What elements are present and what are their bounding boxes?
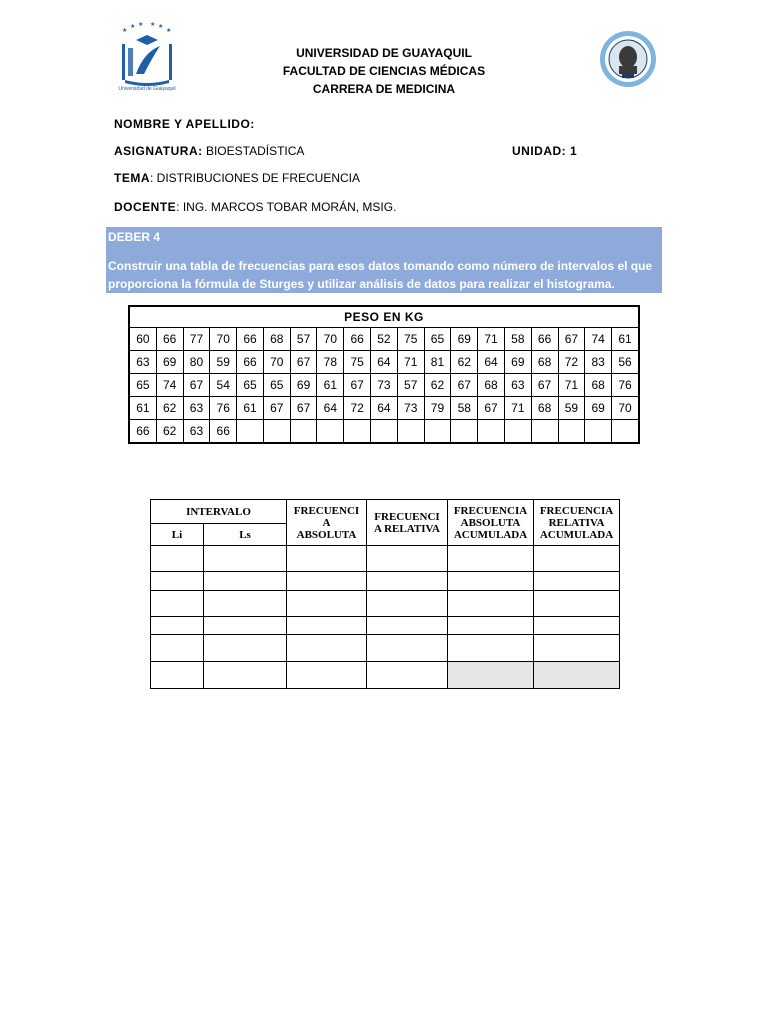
weight-cell bbox=[612, 420, 639, 444]
weight-cell: 64 bbox=[478, 351, 505, 374]
weight-cell: 65 bbox=[263, 374, 290, 397]
table-cell[interactable] bbox=[204, 546, 287, 571]
svg-text:★: ★ bbox=[122, 27, 128, 34]
weight-cell: 69 bbox=[156, 351, 183, 374]
weight-cell: 61 bbox=[612, 328, 639, 351]
weight-data-table bbox=[128, 305, 640, 444]
weight-cell: 71 bbox=[478, 328, 505, 351]
weight-cell: 78 bbox=[317, 351, 344, 374]
table-cell[interactable] bbox=[534, 635, 620, 661]
docente-label: DOCENTE bbox=[114, 200, 177, 214]
table-cell[interactable] bbox=[151, 661, 204, 688]
weight-cell: 58 bbox=[451, 397, 478, 420]
table-cell[interactable] bbox=[367, 617, 448, 635]
table-cell[interactable] bbox=[287, 590, 367, 616]
weight-cell: 81 bbox=[424, 351, 451, 374]
weight-cell: 52 bbox=[371, 328, 398, 351]
weight-cell: 69 bbox=[585, 397, 612, 420]
weight-cell: 57 bbox=[397, 374, 424, 397]
unidad-label: UNIDAD: 1 bbox=[512, 144, 578, 158]
weight-cell: 67 bbox=[478, 397, 505, 420]
weight-cell: 67 bbox=[183, 374, 210, 397]
li-header: Li bbox=[151, 524, 204, 546]
weight-cell: 72 bbox=[344, 397, 371, 420]
table-cell[interactable] bbox=[287, 617, 367, 635]
weight-cell: 76 bbox=[210, 397, 237, 420]
weight-cell: 61 bbox=[237, 397, 264, 420]
faa-line-1: FRECUENCIA bbox=[453, 504, 528, 517]
nombre-field bbox=[114, 117, 255, 131]
asignatura-value: BIOESTADÍSTICA bbox=[205, 144, 305, 158]
fa-line-2: A bbox=[322, 516, 331, 529]
assignment-banner bbox=[106, 227, 662, 293]
weight-cell: 57 bbox=[290, 328, 317, 351]
svg-text:★: ★ bbox=[166, 27, 172, 34]
svg-text:★: ★ bbox=[138, 22, 144, 28]
table-cell-shaded bbox=[448, 661, 534, 688]
banner-instruction-line-2: proporciona la fórmula de Sturges y utilizar análisis de datos para realizar el histograma. bbox=[108, 277, 615, 291]
weight-cell: 67 bbox=[290, 397, 317, 420]
frecuencia-absoluta-header bbox=[287, 500, 367, 546]
table-cell[interactable] bbox=[151, 546, 204, 571]
table-cell[interactable] bbox=[204, 571, 287, 590]
frecuencia-absoluta-acumulada-header bbox=[448, 500, 534, 546]
weight-cell: 80 bbox=[183, 351, 210, 374]
weight-cell: 67 bbox=[558, 328, 585, 351]
weight-cell: 58 bbox=[504, 328, 531, 351]
weight-cell bbox=[344, 420, 371, 444]
table-row bbox=[151, 617, 620, 635]
svg-text:★: ★ bbox=[130, 23, 136, 30]
weight-cell: 67 bbox=[290, 351, 317, 374]
weight-cell: 68 bbox=[531, 351, 558, 374]
weight-cell: 66 bbox=[531, 328, 558, 351]
table-cell[interactable] bbox=[204, 661, 287, 688]
table-cell[interactable] bbox=[367, 546, 448, 571]
table-cell[interactable] bbox=[287, 661, 367, 688]
weight-cell bbox=[317, 420, 344, 444]
fra-line-3: ACUMULADA bbox=[539, 528, 614, 541]
table-cell[interactable] bbox=[367, 590, 448, 616]
weight-cell bbox=[451, 420, 478, 444]
weight-cell: 71 bbox=[397, 351, 424, 374]
banner-instruction-line-1: Construir una tabla de frecuencias para esos datos tomando como número de intervalos el que bbox=[108, 259, 653, 273]
weight-cell: 65 bbox=[237, 374, 264, 397]
asignatura-label: ASIGNATURA: bbox=[114, 144, 203, 158]
weight-row bbox=[129, 420, 639, 444]
docente-field bbox=[114, 200, 396, 214]
weight-cell: 65 bbox=[424, 328, 451, 351]
weight-cell: 66 bbox=[156, 328, 183, 351]
weight-cell: 63 bbox=[183, 420, 210, 444]
weight-cell bbox=[263, 420, 290, 444]
weight-cell: 66 bbox=[237, 351, 264, 374]
table-row bbox=[151, 635, 620, 661]
university-name: UNIVERSIDAD DE GUAYAQUIL bbox=[296, 46, 472, 60]
table-cell[interactable] bbox=[367, 661, 448, 688]
weight-cell: 70 bbox=[210, 328, 237, 351]
weight-cell: 64 bbox=[317, 397, 344, 420]
table-cell[interactable] bbox=[151, 571, 204, 590]
weight-cell: 67 bbox=[344, 374, 371, 397]
table-cell[interactable] bbox=[367, 635, 448, 661]
docente-value: : ING. MARCOS TOBAR MORÁN, MSIG. bbox=[176, 200, 397, 214]
table-cell[interactable] bbox=[448, 571, 534, 590]
table-row bbox=[151, 661, 620, 688]
table-cell[interactable] bbox=[367, 571, 448, 590]
weight-cell: 61 bbox=[129, 397, 156, 420]
logo-caption: Universidad de Guayaquil bbox=[118, 86, 176, 92]
table-row bbox=[151, 571, 620, 590]
table-cell[interactable] bbox=[448, 617, 534, 635]
weight-cell: 62 bbox=[156, 397, 183, 420]
table-row bbox=[151, 546, 620, 571]
table-cell[interactable] bbox=[534, 617, 620, 635]
weight-row bbox=[129, 351, 639, 374]
frecuencia-relativa-header bbox=[367, 500, 448, 546]
weight-cell: 77 bbox=[183, 328, 210, 351]
weight-row bbox=[129, 374, 639, 397]
weight-cell: 71 bbox=[558, 374, 585, 397]
weight-cell bbox=[504, 420, 531, 444]
table-cell[interactable] bbox=[448, 546, 534, 571]
table-cell[interactable] bbox=[151, 590, 204, 616]
weight-cell: 63 bbox=[129, 351, 156, 374]
tema-field bbox=[114, 171, 360, 185]
faa-line-2: ABSOLUTA bbox=[460, 516, 521, 529]
table-cell[interactable] bbox=[448, 635, 534, 661]
weight-cell: 68 bbox=[478, 374, 505, 397]
weight-cell bbox=[371, 420, 398, 444]
weight-cell: 69 bbox=[290, 374, 317, 397]
weight-cell: 65 bbox=[129, 374, 156, 397]
table-cell[interactable] bbox=[534, 546, 620, 571]
weight-cell: 67 bbox=[531, 374, 558, 397]
table-cell[interactable] bbox=[204, 617, 287, 635]
career-name: CARRERA DE MEDICINA bbox=[312, 82, 456, 96]
table-cell[interactable] bbox=[151, 635, 204, 661]
banner-title: DEBER 4 bbox=[108, 230, 161, 244]
weight-cell: 69 bbox=[504, 351, 531, 374]
intervalo-header: INTERVALO bbox=[151, 500, 287, 524]
weight-cell bbox=[424, 420, 451, 444]
fra-line-1: FRECUENCIA bbox=[539, 504, 614, 517]
weight-cell bbox=[585, 420, 612, 444]
weight-cell: 83 bbox=[585, 351, 612, 374]
weight-cell: 71 bbox=[504, 397, 531, 420]
weight-cell: 70 bbox=[317, 328, 344, 351]
table-row bbox=[151, 590, 620, 616]
faa-line-3: ACUMULADA bbox=[453, 528, 528, 541]
weight-cell: 63 bbox=[183, 397, 210, 420]
table-cell-shaded bbox=[534, 661, 620, 688]
fr-line-1: FRECUENCI bbox=[374, 510, 440, 523]
table-cell[interactable] bbox=[287, 546, 367, 571]
weight-cell bbox=[478, 420, 505, 444]
asignatura-field bbox=[114, 144, 304, 158]
weight-cell bbox=[290, 420, 317, 444]
nombre-label: NOMBRE Y APELLIDO: bbox=[114, 117, 255, 131]
weight-cell: 54 bbox=[210, 374, 237, 397]
svg-text:★: ★ bbox=[158, 23, 164, 30]
weight-cell: 66 bbox=[344, 328, 371, 351]
weight-table-title: PESO EN KG bbox=[129, 306, 639, 328]
weight-cell: 70 bbox=[612, 397, 639, 420]
table-cell[interactable] bbox=[287, 571, 367, 590]
tema-value: : DISTRIBUCIONES DE FRECUENCIA bbox=[150, 171, 361, 185]
frecuencia-relativa-acumulada-header bbox=[534, 500, 620, 546]
weight-cell: 62 bbox=[451, 351, 478, 374]
weight-cell: 64 bbox=[371, 397, 398, 420]
weight-cell: 62 bbox=[424, 374, 451, 397]
weight-cell: 66 bbox=[129, 420, 156, 444]
tema-label: TEMA bbox=[114, 171, 150, 185]
ls-header: Ls bbox=[204, 524, 287, 546]
weight-row bbox=[129, 328, 639, 351]
fra-line-2: RELATIVA bbox=[548, 516, 605, 529]
weight-cell: 67 bbox=[451, 374, 478, 397]
weight-cell bbox=[397, 420, 424, 444]
weight-cell bbox=[237, 420, 264, 444]
weight-cell: 73 bbox=[397, 397, 424, 420]
weight-cell: 76 bbox=[612, 374, 639, 397]
weight-row bbox=[129, 397, 639, 420]
table-cell[interactable] bbox=[534, 590, 620, 616]
weight-cell: 70 bbox=[263, 351, 290, 374]
weight-cell: 64 bbox=[371, 351, 398, 374]
table-cell[interactable] bbox=[204, 635, 287, 661]
table-cell[interactable] bbox=[287, 635, 367, 661]
weight-cell: 74 bbox=[585, 328, 612, 351]
weight-cell: 79 bbox=[424, 397, 451, 420]
weight-cell: 67 bbox=[263, 397, 290, 420]
table-cell[interactable] bbox=[448, 590, 534, 616]
faculty-name: FACULTAD DE CIENCIAS MÉDICAS bbox=[282, 64, 486, 78]
weight-cell: 59 bbox=[210, 351, 237, 374]
svg-text:★: ★ bbox=[150, 22, 156, 28]
weight-cell: 62 bbox=[156, 420, 183, 444]
fr-line-2: A RELATIVA bbox=[374, 522, 440, 535]
weight-cell: 68 bbox=[531, 397, 558, 420]
fa-line-1: FRECUENCI bbox=[293, 504, 360, 517]
weight-cell: 72 bbox=[558, 351, 585, 374]
weight-cell: 69 bbox=[451, 328, 478, 351]
weight-cell: 66 bbox=[237, 328, 264, 351]
weight-cell: 61 bbox=[317, 374, 344, 397]
table-cell[interactable] bbox=[534, 571, 620, 590]
weight-cell: 68 bbox=[585, 374, 612, 397]
weight-cell: 60 bbox=[129, 328, 156, 351]
weight-cell: 66 bbox=[210, 420, 237, 444]
fa-line-3: ABSOLUTA bbox=[296, 528, 357, 541]
weight-cell: 63 bbox=[504, 374, 531, 397]
weight-cell: 68 bbox=[263, 328, 290, 351]
weight-cell: 75 bbox=[344, 351, 371, 374]
weight-cell: 73 bbox=[371, 374, 398, 397]
weight-cell: 56 bbox=[612, 351, 639, 374]
frequency-table bbox=[150, 499, 620, 689]
table-cell[interactable] bbox=[151, 617, 204, 635]
weight-cell bbox=[531, 420, 558, 444]
weight-cell: 75 bbox=[397, 328, 424, 351]
weight-cell: 59 bbox=[558, 397, 585, 420]
weight-cell: 74 bbox=[156, 374, 183, 397]
table-cell[interactable] bbox=[204, 590, 287, 616]
weight-cell bbox=[558, 420, 585, 444]
